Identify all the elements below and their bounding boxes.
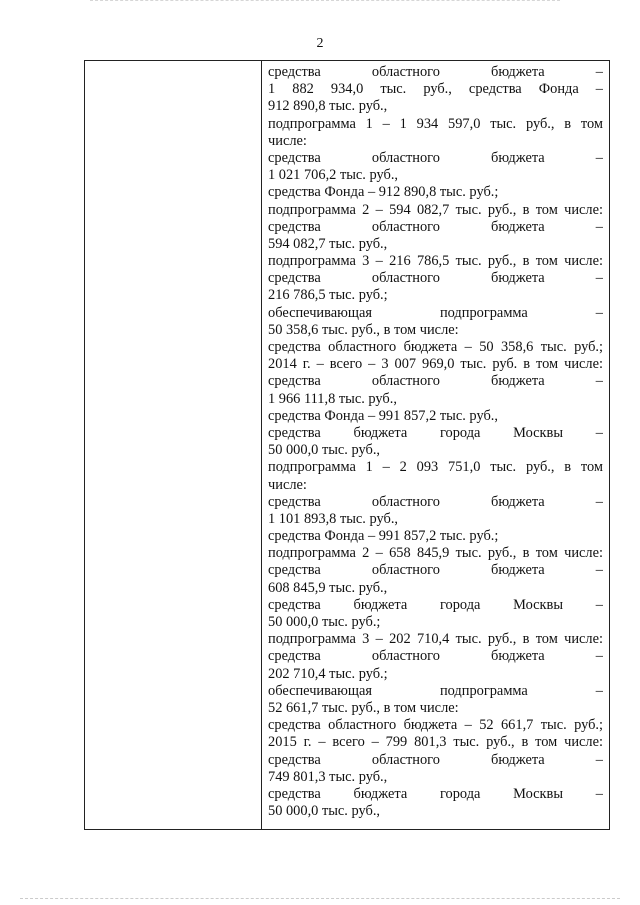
text-line: подпрограмма 2 – 658 845,9 тыс. руб., в том числе: <box>268 545 603 562</box>
text-line: обеспечивающая подпрограмма – <box>268 304 603 321</box>
text-line: 608 845,9 тыс. руб., <box>268 579 388 596</box>
text-line: числе: <box>268 132 307 149</box>
text-line: средства областного бюджета – <box>268 149 603 166</box>
text-line: средства бюджета города Москвы – <box>268 424 603 441</box>
text-line: средства Фонда – 991 857,2 тыс. руб.; <box>268 528 499 545</box>
text-line: средства областного бюджета – <box>268 270 603 287</box>
table-left-cell <box>85 61 262 830</box>
funding-table <box>84 60 610 830</box>
text-line: 50 000,0 тыс. руб., <box>268 442 381 459</box>
text-line: 202 710,4 тыс. руб.; <box>268 665 388 682</box>
scan-artifact-top <box>90 0 560 7</box>
page-number: 2 <box>316 36 324 51</box>
text-line: 50 000,0 тыс. руб.; <box>268 614 381 630</box>
text-line: 594 082,7 тыс. руб., <box>268 235 388 252</box>
text-line: средства областного бюджета – <box>268 751 603 768</box>
text-line: 1 966 111,8 тыс. руб., <box>268 390 397 407</box>
text-line: подпрограмма 1 – 1 934 597,0 тыс. руб., в том <box>268 115 603 132</box>
text-line: 52 661,7 тыс. руб., в том числе: <box>268 699 459 716</box>
text-line: 1 021 706,2 тыс. руб., <box>268 167 399 184</box>
text-line: средства бюджета города Москвы – <box>268 596 603 613</box>
text-line: средства бюджета города Москвы – <box>268 785 603 802</box>
text-line: подпрограмма 3 – 202 710,4 тыс. руб., в том числе: <box>268 631 603 648</box>
funding-text-block <box>268 64 603 820</box>
table-row <box>85 61 610 830</box>
text-line: 912 890,8 тыс. руб., <box>268 98 388 115</box>
text-line: 50 000,0 тыс. руб., <box>268 803 381 820</box>
text-line: 1 882 934,0 тыс. руб., средства Фонда – <box>268 81 603 98</box>
text-line: средства Фонда – 991 857,2 тыс. руб., <box>268 407 498 424</box>
text-line: подпрограмма 2 – 594 082,7 тыс. руб., в том числе: <box>268 201 603 218</box>
text-line: средства областного бюджета – <box>268 493 603 510</box>
text-line: средства Фонда – 912 890,8 тыс. руб.; <box>268 184 499 201</box>
scan-artifact-bottom <box>20 898 620 903</box>
text-line: числе: <box>268 476 307 493</box>
text-line: обеспечивающая подпрограмма – <box>268 682 603 699</box>
text-line: средства областного бюджета – <box>268 64 603 80</box>
text-line: 50 358,6 тыс. руб., в том числе: <box>268 321 459 338</box>
text-line: средства областного бюджета – 52 661,7 тыс. руб.; <box>268 717 603 734</box>
text-line: 1 101 893,8 тыс. руб., <box>268 510 399 527</box>
text-line: 216 786,5 тыс. руб.; <box>268 287 388 304</box>
text-line: 2014 г. – всего – 3 007 969,0 тыс. руб. в том числе: <box>268 356 603 373</box>
text-line: средства областного бюджета – <box>268 373 603 390</box>
table-right-cell <box>262 61 610 830</box>
text-line: подпрограмма 3 – 216 786,5 тыс. руб., в том числе: <box>268 253 603 270</box>
text-line: подпрограмма 1 – 2 093 751,0 тыс. руб., в том <box>268 459 603 476</box>
text-line: 2015 г. – всего – 799 801,3 тыс. руб., в том числе: <box>268 734 603 751</box>
text-line: средства областного бюджета – 50 358,6 тыс. руб.; <box>268 339 603 355</box>
text-line: средства областного бюджета – <box>268 648 603 665</box>
text-line: средства областного бюджета – <box>268 218 603 235</box>
text-line: 749 801,3 тыс. руб., <box>268 768 388 785</box>
text-line: средства областного бюджета – <box>268 562 603 579</box>
